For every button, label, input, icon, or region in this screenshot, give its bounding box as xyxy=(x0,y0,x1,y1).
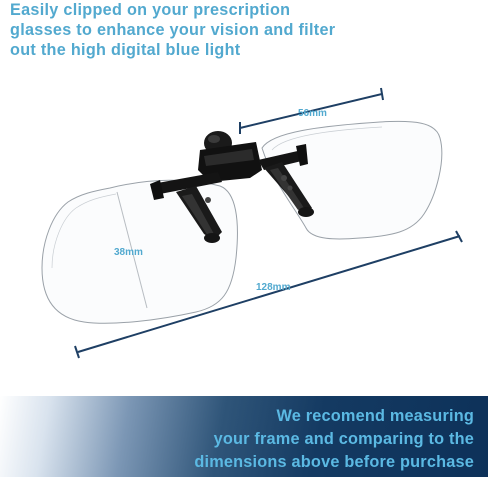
dimension-label-128mm: 128mm xyxy=(256,282,291,293)
banner-text xyxy=(194,405,474,474)
headline-line-3: out the high digital blue light xyxy=(10,41,241,59)
banner-line-3: dimensions above before purchase xyxy=(194,453,474,471)
banner-line-2: your frame and comparing to the xyxy=(213,430,474,448)
headline-line-1: Easily clipped on your prescription xyxy=(10,1,291,19)
headline-line-2: glasses to enhance your vision and filter xyxy=(10,21,336,39)
banner-line-1: We recomend measuring xyxy=(276,407,474,425)
dimension-label-56mm: 56mm xyxy=(298,108,327,119)
measurement-banner xyxy=(0,396,488,477)
dimension-label-38mm: 38mm xyxy=(114,247,143,258)
